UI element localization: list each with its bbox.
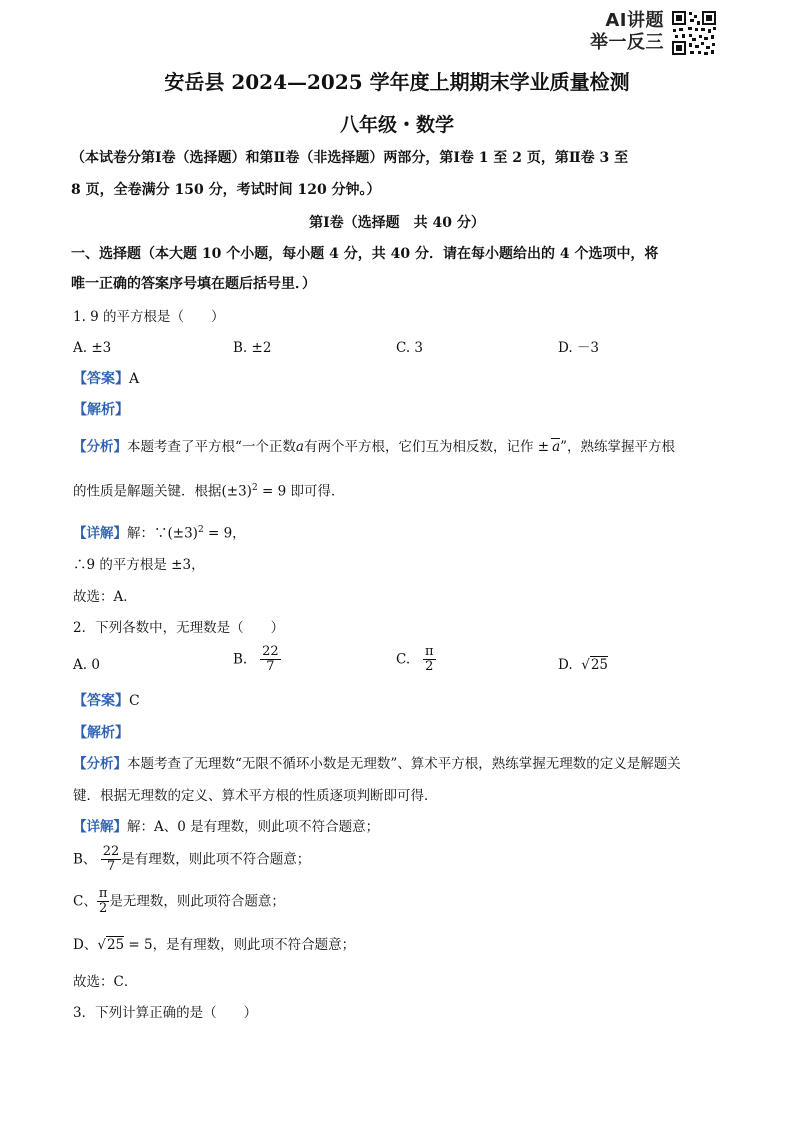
fenxi-sqrt-radicand: a: [552, 439, 561, 455]
detail-b-frac: [101, 845, 122, 874]
q2-detail-b: [73, 845, 310, 874]
answer-label: 【答案】: [73, 693, 129, 709]
q1-fenxi-line1: [73, 432, 675, 462]
fenxi-text: 本题考查了无理数“无限不循环小数是无理数”、算术平方根，熟练掌握无理数的定义是解题关: [127, 756, 681, 772]
q2-option-b-label: B.: [233, 651, 248, 668]
fenxi-exp: 2: [251, 483, 258, 493]
q2-option-a: A. 0: [73, 657, 100, 673]
answer-label: 【答案】: [73, 371, 129, 387]
detail-c-prefix: C、: [73, 893, 97, 910]
detail-label: 【详解】: [73, 819, 127, 835]
detail-d-text: ，是有理数，则此项不符合题意；: [152, 937, 356, 953]
q3-stem: 3．下列计算正确的是（ ）: [73, 1005, 258, 1021]
answer-value: A: [129, 371, 140, 387]
exam-subtitle: 八年级・数学: [339, 114, 454, 136]
q2-choose: 故选：C．: [73, 974, 138, 990]
fenxi-label: 【分析】: [73, 756, 127, 772]
frac-num: 22: [262, 644, 279, 659]
q1-stem: 1. 9 的平方根是（ ）: [73, 309, 225, 325]
q2-stem: 2．下列各数中，无理数是（ ）: [73, 620, 285, 636]
fenxi-text-b: 有两个平方根，它们互为相反数，记作 ±: [303, 439, 550, 455]
qr-code-icon[interactable]: [670, 9, 718, 57]
q1-option-a: A. ±3: [73, 340, 112, 356]
q2-fenxi-line2: 键．根据无理数的定义、算术平方根的性质逐项判断即可得．: [73, 788, 438, 804]
q2-option-d: D. √25: [558, 657, 609, 673]
q2-detail: [73, 812, 379, 842]
q1-option-b: B. ±2: [233, 340, 272, 356]
detail-exp: 2: [197, 525, 204, 535]
frac-den: 2: [98, 901, 108, 916]
fenxi-var: a: [295, 439, 304, 455]
q1-choose: 故选：A．: [73, 589, 137, 605]
detail-c-frac: [97, 887, 110, 916]
detail-d-eq: = 5: [124, 937, 153, 953]
fenxi-sqrt: [551, 438, 560, 455]
fenxi-line2-a: 的性质是解题关键．根据: [73, 483, 222, 500]
fenxi-paren: (±3): [221, 483, 252, 500]
q2-detail-c: [73, 887, 285, 916]
detail-b: = 9，: [203, 525, 246, 542]
q2-fenxi-line1: [73, 749, 681, 779]
q1-detail: [73, 515, 246, 549]
detail-paren: (±3): [167, 525, 198, 542]
part-title: 第Ⅰ卷（选择题 共 40 分）: [309, 215, 485, 231]
fenxi-line2-b: = 9 即可得．: [257, 483, 345, 500]
fenxi-text-a: 本题考查了平方根“一个正数: [127, 439, 296, 455]
detail-c-text: 是无理数，则此项符合题意；: [109, 893, 285, 910]
q1-option-d: D. －3: [558, 340, 600, 356]
exam-title: 安岳县 2024—2025 学年度上期期末学业质量检测: [164, 70, 630, 94]
ai-badge: [568, 10, 664, 54]
frac-num: π: [98, 886, 108, 901]
frac-num: 22: [102, 844, 120, 859]
detail-b-text: 是有理数，则此项不符合题意；: [121, 851, 311, 868]
q2-analysis-label: 【解析】: [73, 725, 129, 741]
q2-option-c-label: C.: [396, 651, 411, 668]
q1-analysis-label: 【解析】: [73, 402, 129, 418]
q1-fenxi-line2: [73, 473, 344, 507]
frac-num: π: [425, 644, 434, 659]
q1-option-c: C. 3: [396, 340, 424, 356]
answer-value: C: [129, 693, 140, 709]
fenxi-label: 【分析】: [73, 439, 127, 455]
detail-a: 解：A、0 是有理数，则此项不符合题意；: [127, 819, 380, 835]
badge-line2: 举一反三: [590, 32, 664, 53]
detail-d-radicand: 25: [106, 937, 125, 953]
q2-detail-d: D、√25 = 5，是有理数，则此项不符合题意；: [73, 937, 356, 953]
intro-line1: （本试卷分第Ⅰ卷（选择题）和第Ⅱ卷（非选择题）两部分，第Ⅰ卷 1 至 2 页，第Ⅱ卷 3 至: [71, 150, 629, 166]
detail-b-prefix: B、: [73, 851, 97, 868]
q2-option-b-frac: [260, 645, 281, 674]
fenxi-text-c: ”，熟练掌握平方根: [560, 439, 676, 455]
frac-den: 7: [106, 859, 116, 874]
q2-answer: [73, 686, 140, 716]
q2-option-c-frac: [423, 645, 436, 674]
q2-option-c: [396, 645, 436, 674]
detail-a: 解：∵: [127, 525, 168, 542]
q1-answer: [73, 364, 139, 394]
frac-den: 7: [266, 659, 275, 674]
frac-den: 2: [425, 659, 434, 674]
badge-line1: AI讲题: [605, 10, 664, 31]
q2-option-d-radicand: 25: [590, 657, 609, 673]
intro-line2: 8 页，全卷满分 150 分，考试时间 120 分钟。）: [71, 182, 381, 198]
q2-option-d-label: D.: [558, 657, 573, 673]
section1-line1: 一、选择题（本大题 10 个小题，每小题 4 分，共 40 分．请在每小题给出的 4 个选项中，将: [71, 246, 659, 262]
detail-d-prefix: D、: [73, 937, 98, 953]
detail-label: 【详解】: [73, 525, 127, 542]
q2-option-b: [233, 645, 281, 674]
section1-line2: 唯一正确的答案序号填在题后括号里．）: [71, 276, 316, 292]
q1-therefore: ∴9 的平方根是 ±3，: [73, 557, 205, 573]
